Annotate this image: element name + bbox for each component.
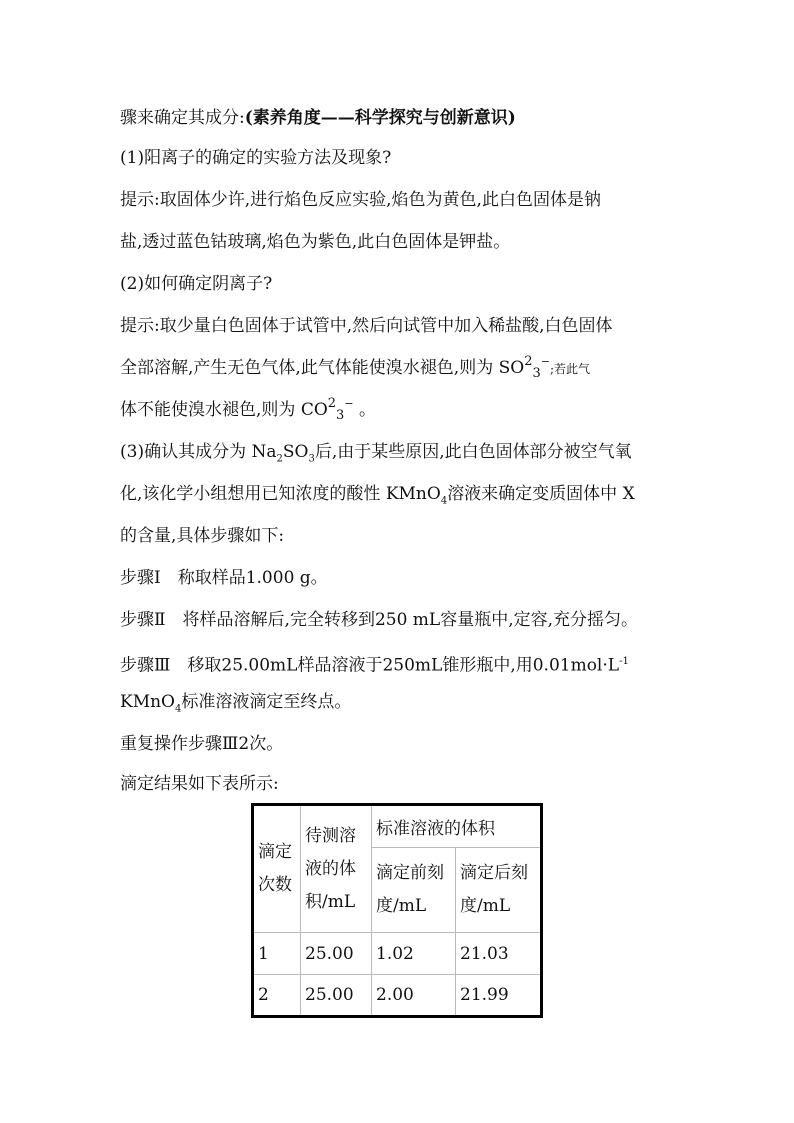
answer-2-line-3-end: 。 [358, 400, 376, 420]
sulfite-subscript: 3 [308, 453, 315, 465]
cell-volume: 25.00 [301, 975, 372, 1017]
paragraph-intro [120, 106, 516, 130]
cell-after: 21.03 [456, 933, 542, 975]
intro-bold-text: (素养角度——科学探究与创新意识) [244, 108, 516, 128]
step-2: 步骤Ⅱ 将样品溶解后,完全转移到250 mL容量瓶中,定容,充分摇匀。 [120, 610, 639, 630]
answer-1-line-2: 盐,透过蓝色钴玻璃,焰色为紫色,此白色固体是钾盐。 [120, 232, 511, 252]
answer-2-line-2 [120, 356, 590, 382]
ion1-charge: − [540, 355, 550, 368]
answer-1-line-1: 提示:取固体少许,进行焰色反应实验,焰色为黄色,此白色固体是钠 [120, 190, 601, 210]
permanganate-symbol: KMnO [385, 484, 441, 504]
ion2-superscript: 2 [327, 396, 337, 411]
answer-2-line-3-text: 体不能使溴水褪色,则为 [120, 400, 296, 420]
table-row [253, 975, 542, 1017]
header-after-text: 滴定后刻度/mL [460, 863, 528, 916]
question-3-line-1 [120, 440, 632, 471]
permanganate-subscript-2: 4 [175, 703, 182, 715]
answer-2-line-2-tail: ;若此气 [550, 362, 591, 376]
step-1: 步骤Ⅰ 称取样品1.000 g。 [120, 568, 328, 588]
q3-line2-text-b: 溶液来确定变质固体中 X [447, 484, 635, 504]
q3-line1-text-a: (3)确认其成分为 [120, 442, 247, 462]
question-1: (1)阳离子的确定的实验方法及现象? [120, 148, 392, 168]
header-count-text: 滴定次数 [258, 842, 292, 895]
ion2-base: CO [300, 400, 328, 420]
carbonate-ion-formula [301, 398, 354, 424]
answer-2-line-3 [120, 398, 376, 424]
ion2-subscript: 3 [336, 408, 345, 423]
answer-2-line-2-text: 全部溶解,产生无色气体,此气体能使溴水褪色,则为 [120, 358, 494, 378]
step-3 [120, 650, 629, 678]
question-2: (2)如何确定阴离子? [120, 274, 273, 294]
header-before-text: 滴定前刻度/mL [376, 863, 444, 916]
cell-count: 2 [253, 975, 301, 1017]
permanganate-subscript: 4 [440, 495, 448, 507]
ion2-charge: − [344, 397, 354, 410]
sodium-subscript: 2 [276, 453, 283, 465]
question-3-line-2 [120, 482, 635, 513]
table-header-row-1 [253, 805, 542, 848]
sulfite-ion-formula [499, 356, 550, 382]
q3-line1-text-b: 后,由于某些原因,此白色固体部分被空气氧 [314, 442, 632, 462]
answer-2-line-1: 提示:取少量白色固体于试管中,然后向试管中加入稀盐酸,白色固体 [120, 316, 613, 336]
ion1-subscript: 3 [532, 366, 541, 381]
step-3-superscript: -1 [619, 656, 629, 667]
titration-table [251, 803, 543, 1018]
header-standard: 标准溶液的体积 [372, 805, 542, 848]
ion1-base: SO [498, 358, 525, 378]
header-count [253, 805, 301, 933]
header-volume-text: 待测溶液的体积/mL [305, 825, 356, 912]
q3-line2-text-a: 化,该化学小组想用已知浓度的酸性 [120, 484, 381, 504]
sulfite-symbol: SO [282, 442, 309, 462]
cell-before: 1.02 [372, 933, 456, 975]
intro-text: 骤来确定其成分: [120, 108, 245, 128]
header-after [456, 848, 542, 933]
step-3-text: 步骤Ⅲ 移取25.00mL样品溶液于250mL锥形瓶中,用0.01mol·L [120, 655, 620, 676]
step-3-continued [120, 690, 351, 721]
repeat-step: 重复操作步骤Ⅲ2次。 [120, 734, 284, 754]
table-row [253, 933, 542, 975]
cell-count: 1 [253, 933, 301, 975]
cell-after: 21.99 [456, 975, 542, 1017]
step-3-continued-text: 标准溶液滴定至终点。 [181, 692, 352, 712]
question-3-line-3: 的含量,具体步骤如下: [120, 526, 285, 546]
sodium-symbol: Na [251, 442, 277, 462]
ion1-superscript: 2 [524, 354, 533, 369]
cell-volume: 25.00 [301, 933, 372, 975]
header-before [372, 848, 456, 933]
permanganate-symbol-2: KMnO [120, 692, 175, 712]
header-volume [301, 805, 372, 933]
cell-before: 2.00 [372, 975, 456, 1017]
result-intro: 滴定结果如下表所示: [120, 774, 279, 794]
